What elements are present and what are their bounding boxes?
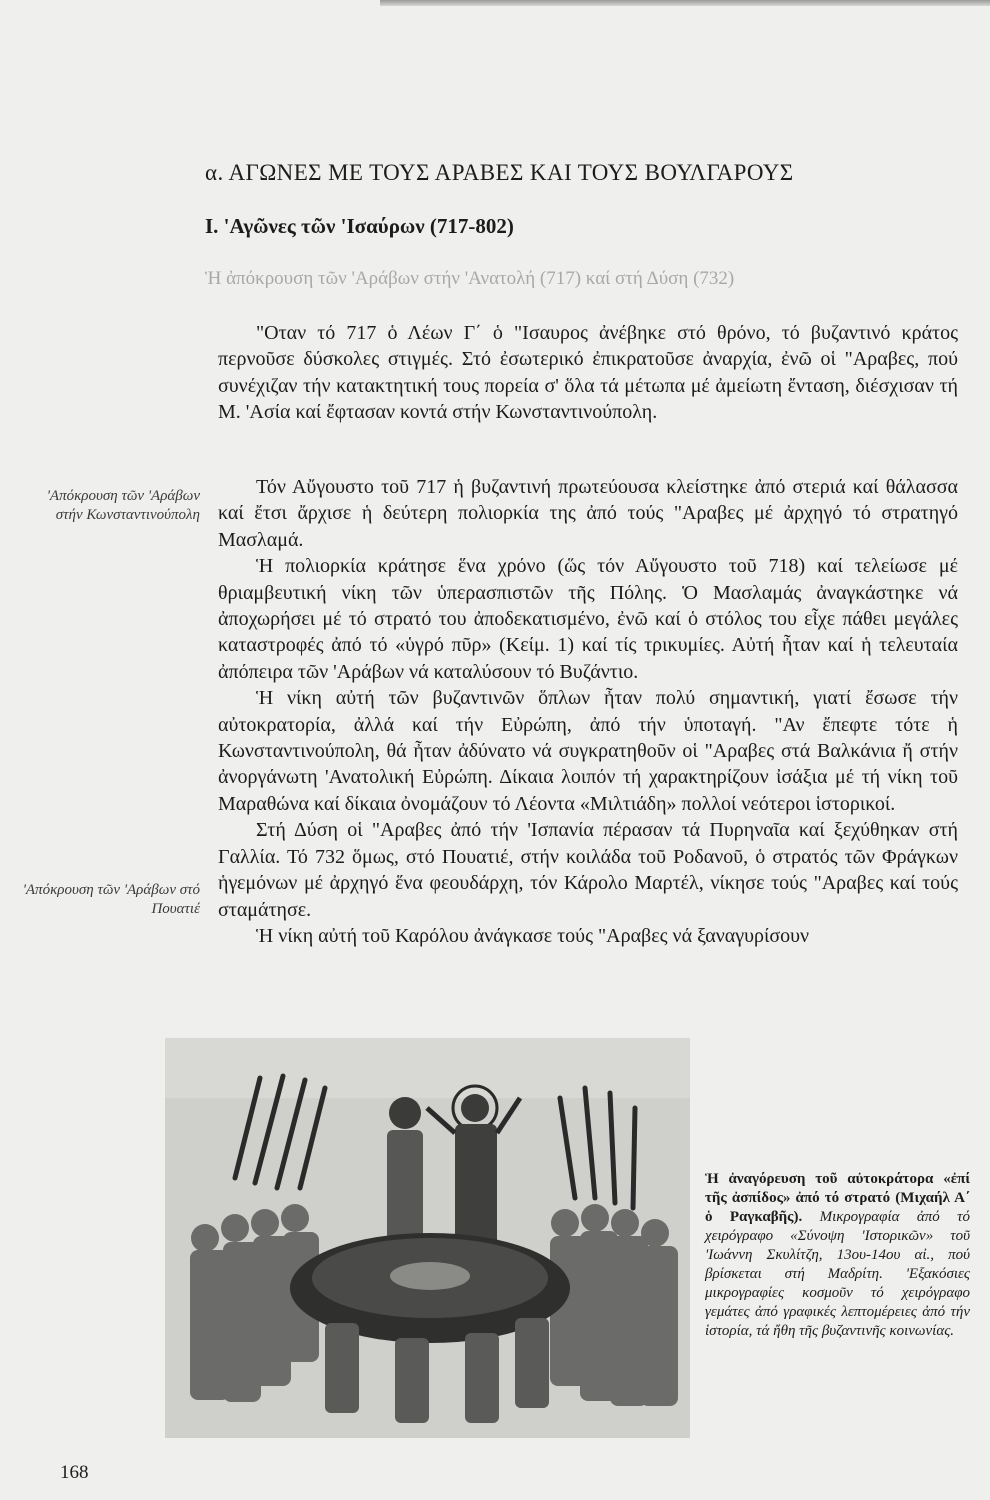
main-text-block xyxy=(218,474,958,949)
intro-paragraph-block xyxy=(218,320,958,426)
chapter-title: α. ΑΓΩΝΕΣ ΜΕ ΤΟΥΣ ΑΡΑΒΕΣ ΚΑΙ ΤΟΥΣ ΒΟΥΛΓΑΡΟΥΣ xyxy=(205,160,794,185)
intro-paragraph: "Οταν τό 717 ὁ Λέων Γ΄ ὁ "Ισαυρος ἀνέβηκε στό θρόνο, τό βυζαντινό κράτος περνοῦσε δύσκολες στιγμές. Στό ἐσωτερικό ἐπικρατοῦσε ἀναρχία, ἐνῶ οἱ "Αραβες, πού συνέχιζαν τήν κατακτητική τους πορεία σ' ὅλα τά μέτωπα μέ ἀμείωτη ἔνταση, διέσχισαν τή Μ. 'Ασία καί ἔφτασαν κοντά στήν Κωνσταντινούπολη. xyxy=(218,322,958,424)
paragraph: Ἡ νίκη αὐτή τοῦ Καρόλου ἀνάγκασε τούς "Αραβες νά ξαναγυρίσουν xyxy=(256,924,810,947)
caption-description: Μικρογραφία ἀπό τό χειρόγραφο «Σύνοψη 'Ιστορικῶν» τοῦ 'Ιωάννη Σκυλίτζη, 13ου-14ου αἰ., πού βρίσκεται στή Μαδρίτη. 'Εξακόσιες μικρογραφίες κοσμοῦν τό χειρόγραφο γεμάτες ἀπό γραφικές λεπτομέρειες ἀπό τήν ἱστορία, τά ἤθη τῆς βυζαντινῆς κοινωνίας. xyxy=(705,1209,971,1339)
miniature-drawing xyxy=(165,1038,690,1438)
paragraph: Στή Δύση οἱ "Αραβες ἀπό τήν 'Ισπανία πέρασαν τά Πυρηναῖα καί ξεχύθηκαν στή Γαλλία. Τό 732 ὅμως, στό Πουατιέ, στήν κοιλάδα τοῦ Ροδανοῦ, ὁ στρατός τῶν Φράγκων ἡγεμόνων μέ ἀρχηγό ἕνα φεουδάρχη, τόν Κάρολο Μαρτέλ, νίκησε τούς "Αραβες καί τούς σταμάτησε. xyxy=(218,819,958,921)
paragraph: Ἡ νίκη αὐτή τῶν βυζαντινῶν ὅπλων ἦταν πολύ σημαντική, γιατί ἔσωσε τήν αὐτοκρατορία, ἀλλά καί τήν Εὐρώπη, ἀπό τήν ὑποταγή. "Αν ἔπεφτε τότε ἡ Κωνσταντινούπολη, θά ἦταν ἀδύνατο νά συγκρατηθοῦν οἱ "Αραβες στά Βαλκάνια ἤ στήν ἀνοργάνωτη 'Ανατολική Εὐρώπη. Δίκαια λοιπόν τή χαρακτηρίζουν ἰσάξια μέ τή νίκη τοῦ Μαραθώνα καί δίκαια ὀνομάζουν τό Λέοντα «Μιλτιάδη» πολλοί νεότεροι ἱστορικοί. xyxy=(218,687,958,815)
miniature-illustration xyxy=(165,1038,690,1438)
figure-caption xyxy=(705,1170,970,1341)
subsection-title: Ἡ ἀπόκρουση τῶν 'Αράβων στήν 'Ανατολή (717) καί στή Δύση (732) xyxy=(205,268,735,289)
top-edge-shadow xyxy=(380,0,990,6)
section-title: Ι. 'Αγῶνες τῶν 'Ισαύρων (717-802) xyxy=(205,214,514,238)
margin-note-poitiers: 'Απόκρουση τῶν 'Αράβων στό Πουατιέ xyxy=(22,882,200,917)
paragraph: Τόν Αὔγουστο τοῦ 717 ἡ βυζαντινή πρωτεύουσα κλείστηκε ἀπό στεριά καί θάλασσα καί ἔτσι ἄρχισε ἡ δεύτερη πολιορκία της ἀπό τούς "Αραβες μέ ἀρχηγό τό στρατηγό Μασλαμά. xyxy=(218,476,958,551)
paragraph: Ἡ πολιορκία κράτησε ἕνα χρόνο (ὥς τόν Αὔγουστο τοῦ 718) καί τελείωσε μέ θριαμβευτική νίκη τῶν ὑπερασπιστῶν τῆς Πόλης. Ὁ Μασλαμάς ἀναγκάστηκε νά ἀποχωρήσει μέ τό στρατό του ἀποδεκατισμένο, ἐνῶ καί ὁ στόλος του εἶχε πάθει μεγάλες καταστροφές ἀπό τό «ὑγρό πῦρ» (Κείμ. 1) καί τίς τρικυμίες. Αὐτή ἦταν καί ἡ τελευταία ἀπόπειρα τῶν 'Αράβων νά καταλύσουν τό Βυζάντιο. xyxy=(218,555,958,683)
page-number: 168 xyxy=(60,1462,89,1483)
margin-note-constantinople: 'Απόκρουση τῶν 'Αράβων στήν Κωνσταντινούπολη xyxy=(46,488,200,523)
caption-title: Ἡ ἀναγόρευση τοῦ αὐτοκράτορα «ἐπί τῆς ἀσπίδος» ἀπό τό στρατό (Μιχαήλ Α΄ ὁ Ραγκαβῆς). xyxy=(705,1171,970,1225)
